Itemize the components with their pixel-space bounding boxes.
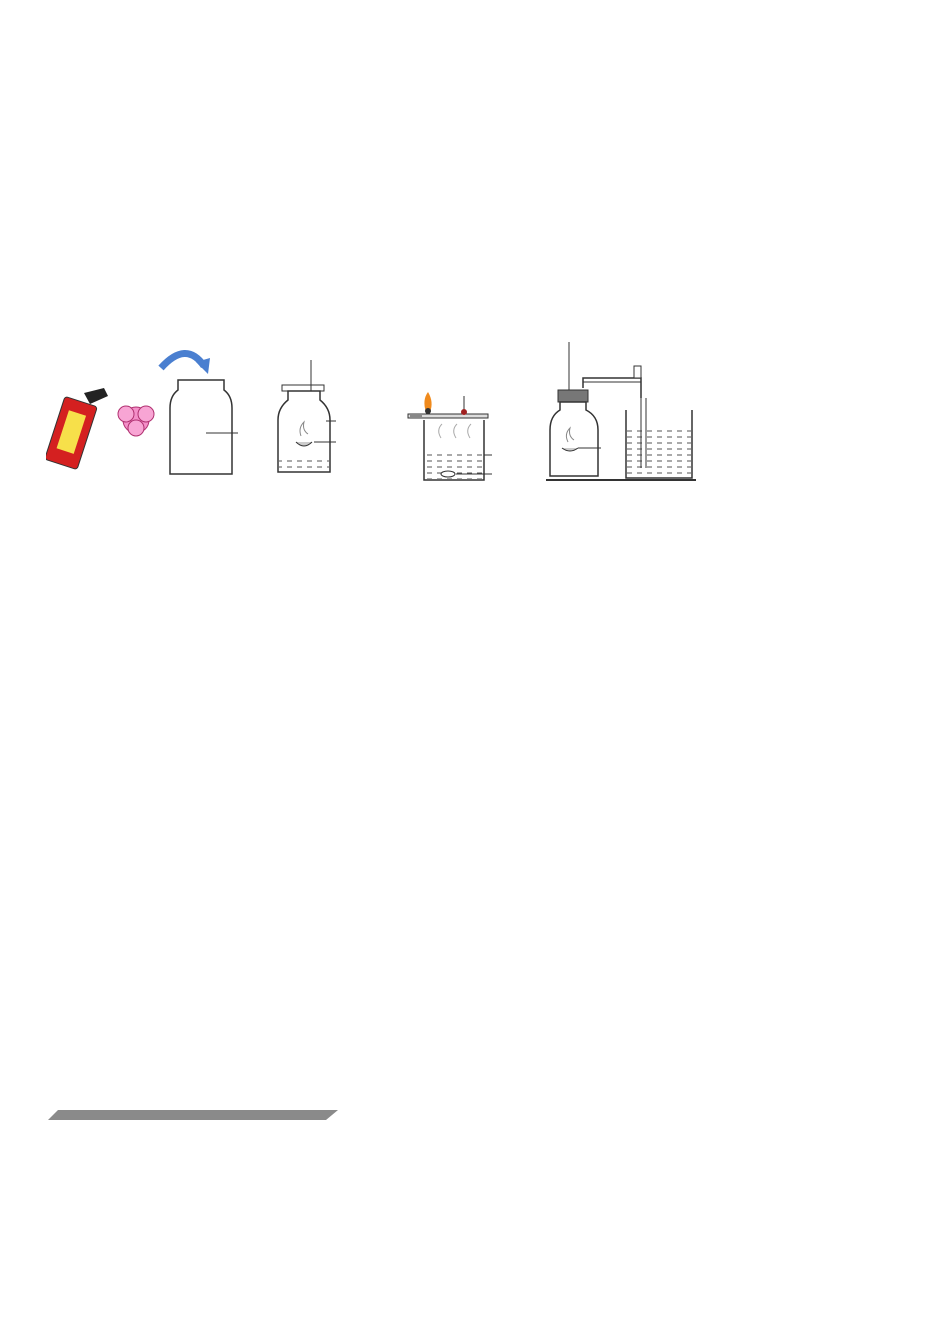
q10-bar-chart — [44, 962, 354, 1180]
experiment-1 — [46, 353, 238, 474]
experiment-2 — [278, 360, 336, 472]
q7-experiments-figure — [46, 338, 706, 510]
chart-floor — [48, 1110, 338, 1120]
experiment-4 — [546, 342, 696, 480]
gas-jar — [170, 380, 232, 474]
flower — [118, 406, 154, 436]
arrow-icon — [161, 353, 204, 368]
experiment-3 — [408, 392, 492, 480]
spray-bottle — [46, 388, 108, 470]
